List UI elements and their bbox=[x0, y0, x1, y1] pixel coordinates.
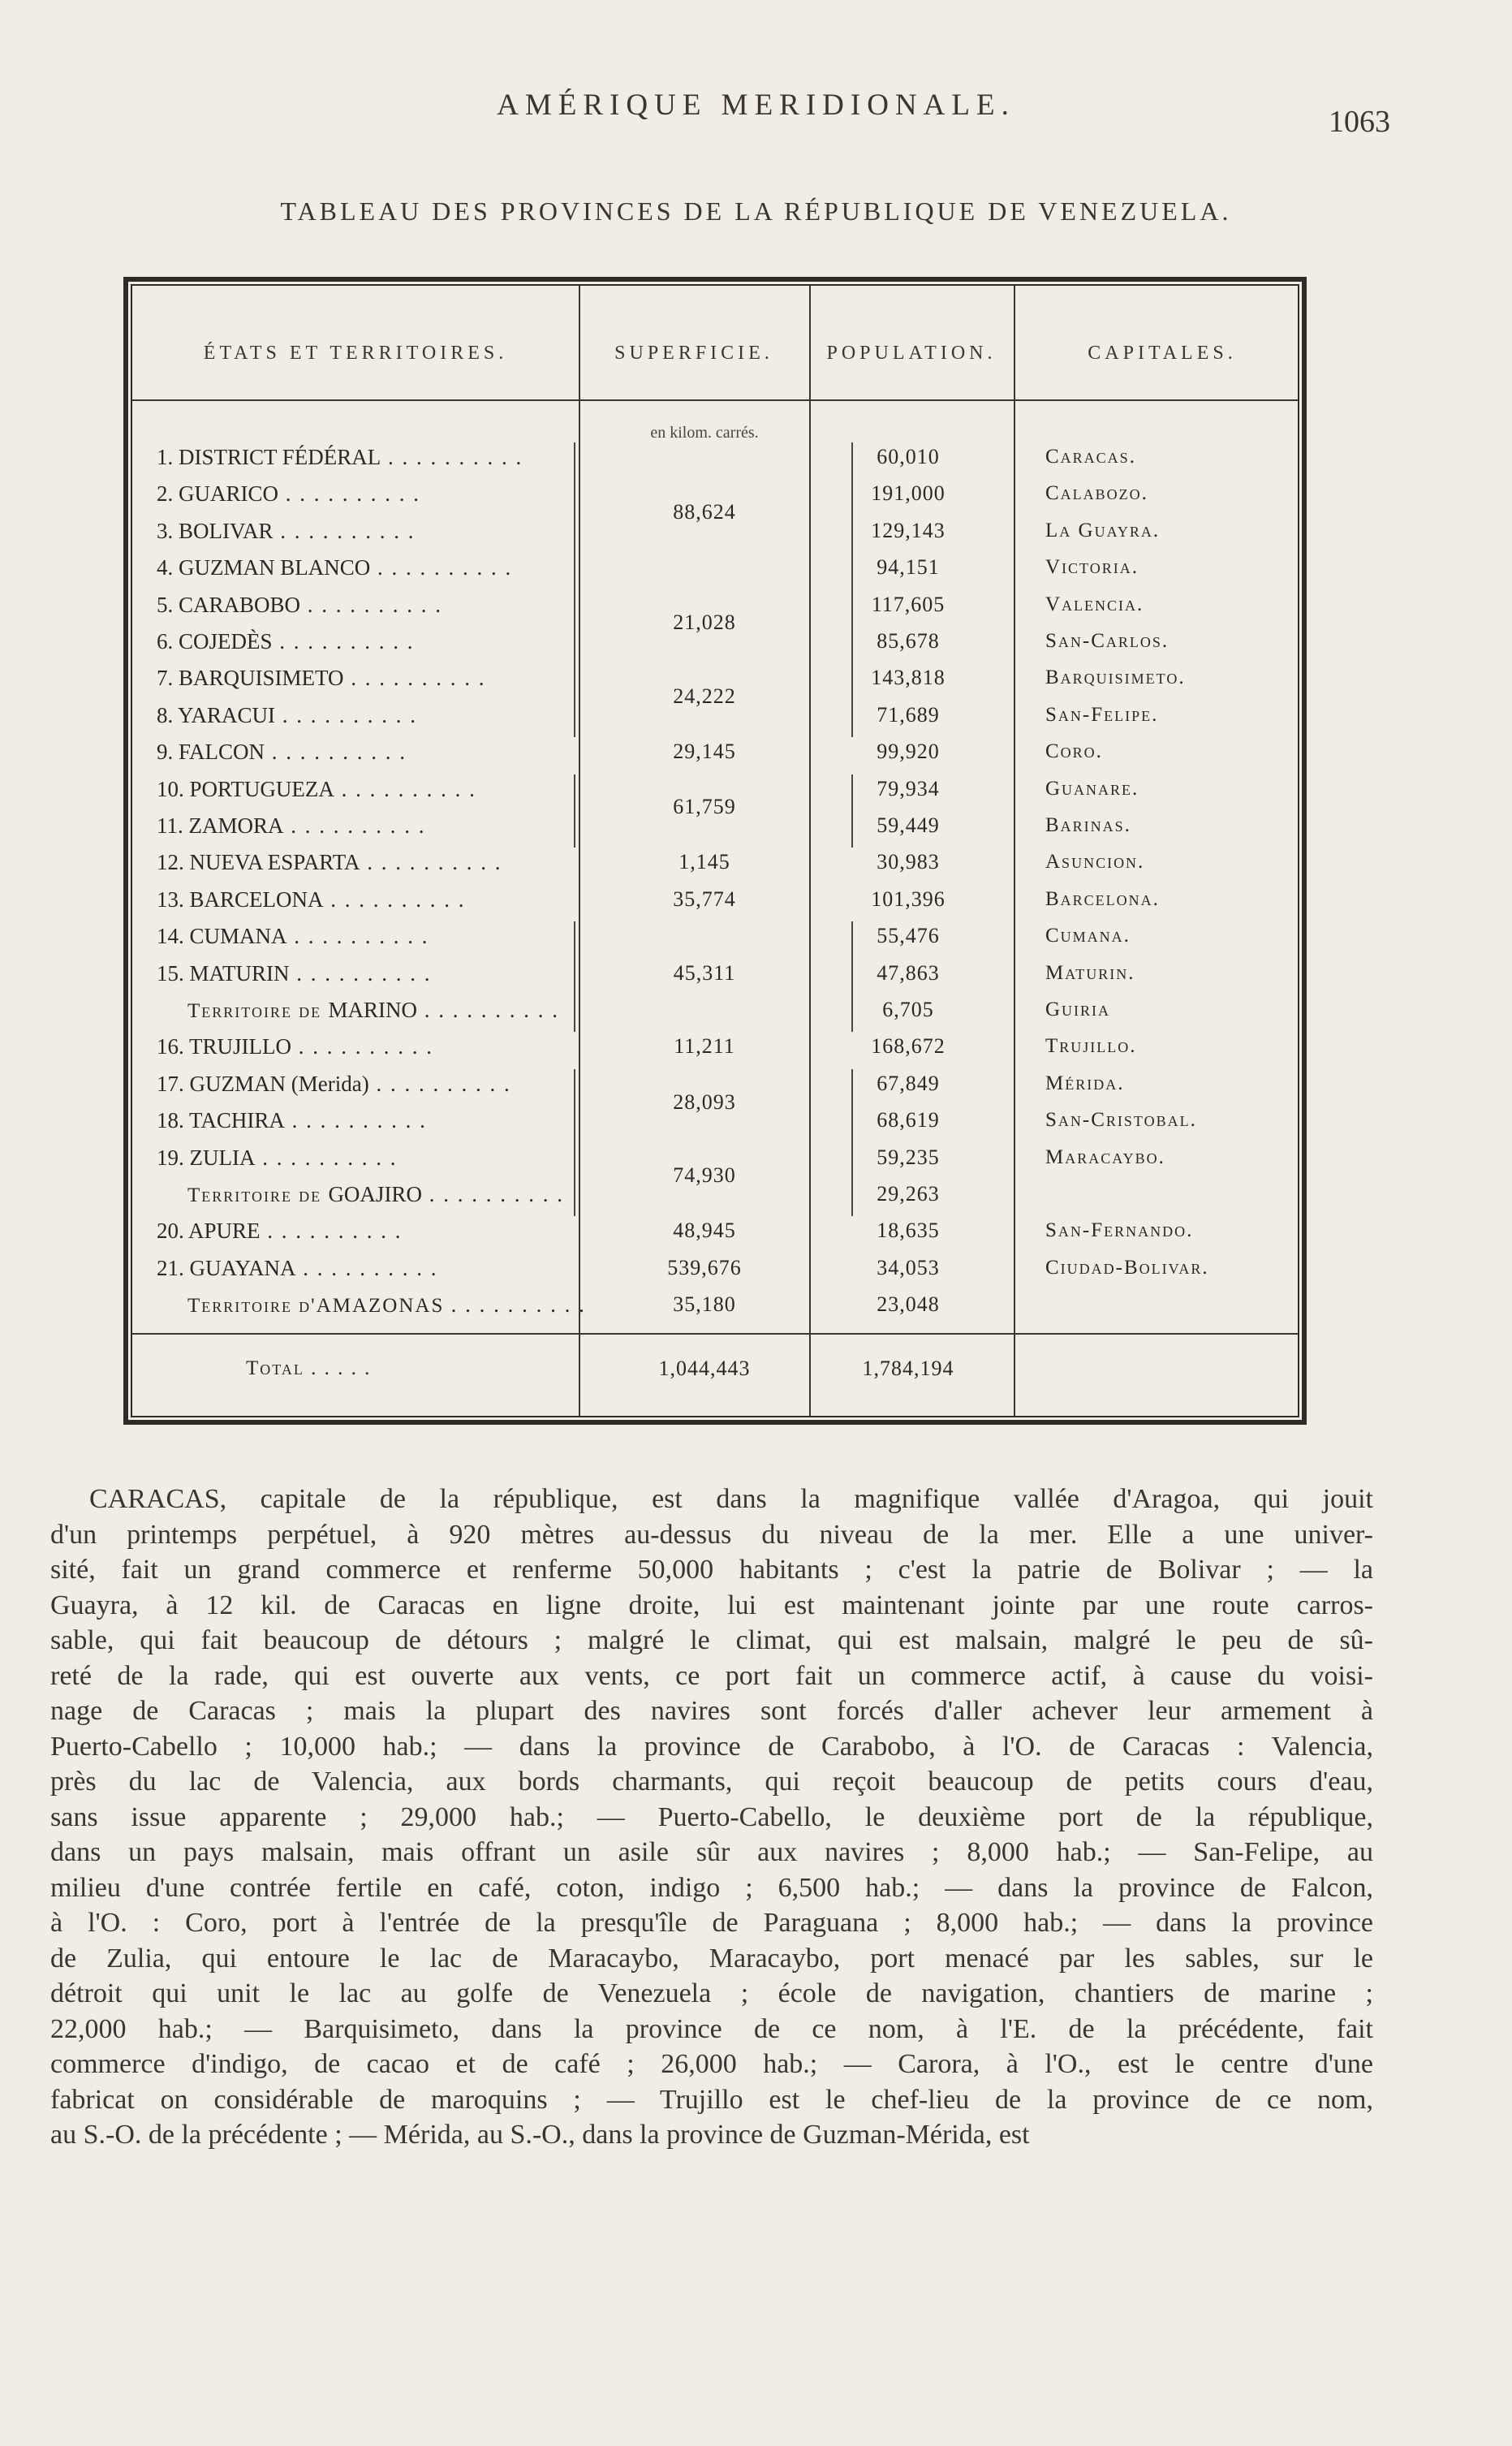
body-text-line: commerce d'indigo, de cacao et de café ; 26,000 hab.; — Carora, à l'O., est le centre d'une bbox=[50, 2049, 1373, 2079]
area-value: 48,945 bbox=[673, 1219, 736, 1243]
area-value: 61,759 bbox=[673, 795, 736, 819]
population-value: 168,672 bbox=[871, 1034, 946, 1059]
population-value: 101,396 bbox=[871, 887, 946, 911]
group-brace bbox=[569, 1069, 575, 1143]
population-value: 79,934 bbox=[877, 776, 940, 800]
province-name: 11. ZAMORA . . . . . . . . . . bbox=[157, 813, 426, 838]
body-text-line: sité, fait un grand commerce et renferme 50,000 habitants ; c'est la patrie de Bolivar ; — la bbox=[50, 1555, 1373, 1585]
province-name: 1. DISTRICT FÉDÉRAL . . . . . . . . . . bbox=[157, 445, 523, 469]
page-number: 1063 bbox=[1329, 105, 1390, 139]
province-name: 3. BOLIVAR . . . . . . . . . . bbox=[157, 518, 416, 543]
body-text bbox=[50, 1482, 1373, 2153]
group-brace bbox=[569, 663, 575, 737]
total-divider bbox=[132, 1333, 1298, 1335]
population-value: 68,619 bbox=[877, 1108, 940, 1132]
leader-dots: . . . . . . . . . . bbox=[295, 1255, 438, 1280]
leader-dots: . . . . . . . . . . bbox=[334, 776, 476, 801]
province-name: 6. COJEDÈS . . . . . . . . . . bbox=[157, 629, 415, 654]
group-brace bbox=[851, 442, 858, 590]
column-header-population: POPULATION. bbox=[826, 343, 997, 364]
population-value: 6,705 bbox=[882, 998, 934, 1021]
population-value: 99,920 bbox=[877, 740, 940, 764]
province-name: 10. PORTUGUEZA . . . . . . . . . . bbox=[157, 776, 476, 801]
population-value: 143,818 bbox=[871, 666, 946, 690]
body-text-line: Puerto-Cabello ; 10,000 hab.; — dans la province de Carabobo, à l'O. de Caracas : Valencia, bbox=[50, 1731, 1373, 1762]
column-divider bbox=[1014, 286, 1015, 1416]
province-name: 5. CARABOBO . . . . . . . . . . bbox=[157, 592, 443, 617]
leader-dots: . . . . . . . . . . bbox=[286, 924, 429, 949]
leader-dots: . . . . . . . . . . bbox=[323, 887, 466, 912]
running-head: AMÉRIQUE MERIDIONALE. bbox=[497, 88, 1015, 122]
capital-name: San-Carlos. bbox=[1045, 630, 1170, 652]
area-value: 35,180 bbox=[673, 1292, 736, 1317]
province-name: 12. NUEVA ESPARTA . . . . . . . . . . bbox=[157, 850, 502, 875]
group-brace bbox=[851, 590, 858, 664]
capital-name: La Guayra. bbox=[1045, 519, 1161, 541]
body-text-line: reté de la rade, qui est ouverte aux vents, ce port fait un commerce actif, à cause du voisi- bbox=[50, 1660, 1373, 1691]
leader-dots: . . . . . . . . . . bbox=[370, 555, 513, 580]
area-value: 21,028 bbox=[673, 610, 736, 635]
header-divider bbox=[132, 399, 1298, 401]
province-name: 2. GUARICO . . . . . . . . . . bbox=[157, 481, 421, 507]
population-value: 23,048 bbox=[877, 1292, 940, 1317]
capital-name: Maturin. bbox=[1045, 961, 1135, 984]
area-value: 35,774 bbox=[673, 887, 736, 911]
province-name: 17. GUZMAN (Merida) . . . . . . . . . . bbox=[157, 1071, 511, 1096]
province-name: 9. FALCON . . . . . . . . . . bbox=[157, 740, 407, 765]
group-brace bbox=[569, 921, 575, 1032]
leader-dots: . . . . . . . . . . bbox=[260, 1219, 403, 1244]
capital-name: Trujillo. bbox=[1045, 1035, 1137, 1058]
population-value: 59,235 bbox=[877, 1145, 940, 1169]
province-name: 16. TRUJILLO . . . . . . . . . . bbox=[157, 1034, 433, 1059]
body-text-line: sable, qui fait beaucoup de détours ; malgré le climat, qui est malsain, malgré le peu de sû- bbox=[50, 1625, 1373, 1655]
province-name: 20. APURE . . . . . . . . . . bbox=[157, 1219, 403, 1244]
capital-name: San-Fernando. bbox=[1045, 1219, 1194, 1242]
total-population: 1,784,194 bbox=[862, 1357, 954, 1380]
capital-name: Guanare. bbox=[1045, 777, 1139, 800]
population-value: 55,476 bbox=[877, 924, 940, 948]
province-name: 15. MATURIN . . . . . . . . . . bbox=[157, 960, 432, 986]
group-brace bbox=[569, 590, 575, 664]
body-text-line: CARACAS, capitale de la république, est dans la magnifique vallée d'Aragoa, qui jouit bbox=[89, 1484, 1373, 1514]
capital-name: Ciudad-Bolivar. bbox=[1045, 1256, 1209, 1279]
capital-name: Victoria. bbox=[1045, 556, 1139, 579]
province-name: 19. ZULIA . . . . . . . . . . bbox=[157, 1145, 398, 1170]
province-name: 14. CUMANA . . . . . . . . . . bbox=[157, 924, 429, 949]
total-area: 1,044,443 bbox=[658, 1357, 751, 1380]
capital-name: Calabozo. bbox=[1045, 482, 1148, 505]
body-text-line: fabricat on considérable de maroquins ; — Trujillo est le chef-lieu de la province de ce nom, bbox=[50, 2084, 1373, 2115]
column-header-etats: ÉTATS ET TERRITOIRES. bbox=[203, 343, 508, 364]
leader-dots: . . . . . . . . . . bbox=[368, 1071, 511, 1096]
total-label: Total . . . . . bbox=[246, 1357, 372, 1379]
province-name: 18. TACHIRA . . . . . . . . . . bbox=[157, 1108, 427, 1133]
leader-dots: . . . . . bbox=[304, 1357, 372, 1379]
body-text-line: 22,000 hab.; — Barquisimeto, dans la province de ce nom, à l'E. de la précédente, fait bbox=[50, 2013, 1373, 2044]
population-value: 30,983 bbox=[877, 850, 940, 874]
group-brace bbox=[851, 921, 858, 1032]
body-text-line: de Zulia, qui entoure le lac de Maracaybo, Maracaybo, port menacé par les sables, sur le bbox=[50, 1943, 1373, 1974]
area-unit-note: en kilom. carrés. bbox=[650, 424, 759, 442]
group-brace bbox=[851, 774, 858, 848]
leader-dots: . . . . . . . . . . bbox=[265, 740, 407, 765]
population-value: 129,143 bbox=[871, 518, 946, 542]
column-header-capitales: CAPITALES. bbox=[1088, 343, 1237, 364]
capital-name: Coro. bbox=[1045, 740, 1103, 763]
population-value: 85,678 bbox=[877, 629, 940, 653]
area-value: 28,093 bbox=[673, 1089, 736, 1114]
leader-dots: . . . . . . . . . . bbox=[283, 813, 426, 838]
group-brace bbox=[569, 1143, 575, 1217]
capital-name: Barcelona. bbox=[1045, 887, 1160, 910]
leader-dots: . . . . . . . . . . bbox=[284, 1108, 427, 1133]
body-text-line: dans un pays malsain, mais offrant un asile sûr aux navires ; 8,000 hab.; — San-Felipe, au bbox=[50, 1837, 1373, 1867]
leader-dots: . . . . . . . . . . bbox=[289, 960, 432, 986]
capital-name: Barquisimeto. bbox=[1045, 667, 1186, 689]
group-brace bbox=[851, 1069, 858, 1143]
leader-dots: . . . . . . . . . . bbox=[278, 481, 421, 507]
leader-dots: . . . . . . . . . . bbox=[416, 998, 559, 1022]
body-text-line: à l'O. : Coro, port à l'entrée de la presqu'île de Paraguana ; 8,000 hab.; — dans la province bbox=[50, 1908, 1373, 1938]
province-name: Territoire de GOAJIRO . . . . . . . . . . bbox=[187, 1182, 564, 1206]
population-value: 67,849 bbox=[877, 1071, 940, 1095]
population-value: 71,689 bbox=[877, 702, 940, 727]
capital-name: San-Felipe. bbox=[1045, 703, 1159, 726]
column-header-superficie: SUPERFICIE. bbox=[614, 343, 773, 364]
province-name: 8. YARACUI . . . . . . . . . . bbox=[157, 702, 418, 727]
area-value: 74,930 bbox=[673, 1163, 736, 1188]
province-name: 13. BARCELONA . . . . . . . . . . bbox=[157, 887, 466, 912]
area-value: 539,676 bbox=[667, 1255, 742, 1279]
province-name: 4. GUZMAN BLANCO . . . . . . . . . . bbox=[157, 555, 513, 580]
capital-name: Valencia. bbox=[1045, 593, 1144, 615]
group-brace bbox=[851, 1143, 858, 1217]
capital-name: Cumana. bbox=[1045, 925, 1131, 947]
leader-dots: . . . . . . . . . . bbox=[275, 702, 418, 727]
body-text-line: détroit qui unit le lac au golfe de Venezuela ; école de navigation, chantiers de marine ; bbox=[50, 1978, 1373, 2008]
capital-name: San-Cristobal. bbox=[1045, 1109, 1197, 1132]
area-value: 88,624 bbox=[673, 500, 736, 524]
population-value: 94,151 bbox=[877, 555, 940, 580]
body-text-line: sans issue apparente ; 29,000 hab.; — Puerto-Cabello, le deuxième port de la république, bbox=[50, 1801, 1373, 1832]
group-brace bbox=[569, 442, 575, 590]
population-value: 59,449 bbox=[877, 813, 940, 837]
area-value: 11,211 bbox=[674, 1034, 735, 1059]
area-value: 29,145 bbox=[673, 740, 736, 764]
province-name: 21. GUAYANA . . . . . . . . . . bbox=[157, 1255, 438, 1280]
capital-name: Asuncion. bbox=[1045, 851, 1145, 874]
leader-dots: . . . . . . . . . . bbox=[291, 1034, 433, 1059]
leader-dots: . . . . . . . . . . bbox=[381, 445, 523, 469]
area-value: 45,311 bbox=[673, 960, 736, 985]
leader-dots: . . . . . . . . . . bbox=[343, 666, 486, 691]
population-value: 47,863 bbox=[877, 960, 940, 985]
capital-name: Barinas. bbox=[1045, 814, 1131, 836]
capital-name: Caracas. bbox=[1045, 446, 1136, 468]
leader-dots: . . . . . . . . . . bbox=[300, 592, 443, 617]
leader-dots: . . . . . . . . . . bbox=[421, 1182, 564, 1206]
body-text-line: Guayra, à 12 kil. de Caracas en ligne droite, lui est maintenant jointe par une route carros- bbox=[50, 1590, 1373, 1620]
population-value: 18,635 bbox=[877, 1219, 940, 1243]
table-title: TABLEAU DES PROVINCES DE LA RÉPUBLIQUE DE VENEZUELA. bbox=[280, 196, 1232, 226]
population-value: 60,010 bbox=[877, 445, 940, 468]
body-text-line: milieu d'une contrée fertile en café, coton, indigo ; 6,500 hab.; — dans la province de Falcon, bbox=[50, 1872, 1373, 1903]
area-value: 24,222 bbox=[673, 684, 736, 709]
population-value: 191,000 bbox=[871, 481, 946, 506]
capital-name: Mérida. bbox=[1045, 1072, 1125, 1094]
body-text-line: près du lac de Valencia, aux bords charmants, qui reçoit beaucoup de petits cours d'eau, bbox=[50, 1767, 1373, 1797]
province-name: Territoire d'AMAZONAS . . . . . . . . . . bbox=[187, 1292, 586, 1318]
capital-name: Guiria bbox=[1045, 999, 1111, 1020]
leader-dots: . . . . . . . . . . bbox=[273, 518, 416, 543]
group-brace bbox=[851, 663, 858, 737]
leader-dots: . . . . . . . . . . bbox=[255, 1145, 398, 1170]
leader-dots: . . . . . . . . . . bbox=[450, 1292, 586, 1318]
body-text-line: nage de Caracas ; mais la plupart des navires sont forcés d'aller achever leur armement à bbox=[50, 1696, 1373, 1726]
body-text-line: d'un printemps perpétuel, à 920 mètres au-dessus du niveau de la mer. Elle a une univer- bbox=[50, 1519, 1373, 1550]
province-name: Territoire de MARINO . . . . . . . . . . bbox=[187, 998, 559, 1022]
population-value: 29,263 bbox=[877, 1182, 940, 1206]
province-name: 7. BARQUISIMETO . . . . . . . . . . bbox=[157, 666, 486, 691]
leader-dots: . . . . . . . . . . bbox=[272, 629, 415, 654]
provinces-table bbox=[123, 277, 1307, 1425]
group-brace bbox=[569, 774, 575, 848]
population-value: 34,053 bbox=[877, 1255, 940, 1279]
capital-name: Maracaybo. bbox=[1045, 1145, 1165, 1168]
population-value: 117,605 bbox=[871, 592, 946, 616]
leader-dots: . . . . . . . . . . bbox=[360, 850, 502, 875]
body-text-line: au S.-O. de la précédente ; — Mérida, au S.-O., dans la province de Guzman-Mérida, est bbox=[50, 2120, 1030, 2150]
area-value: 1,145 bbox=[678, 850, 730, 874]
